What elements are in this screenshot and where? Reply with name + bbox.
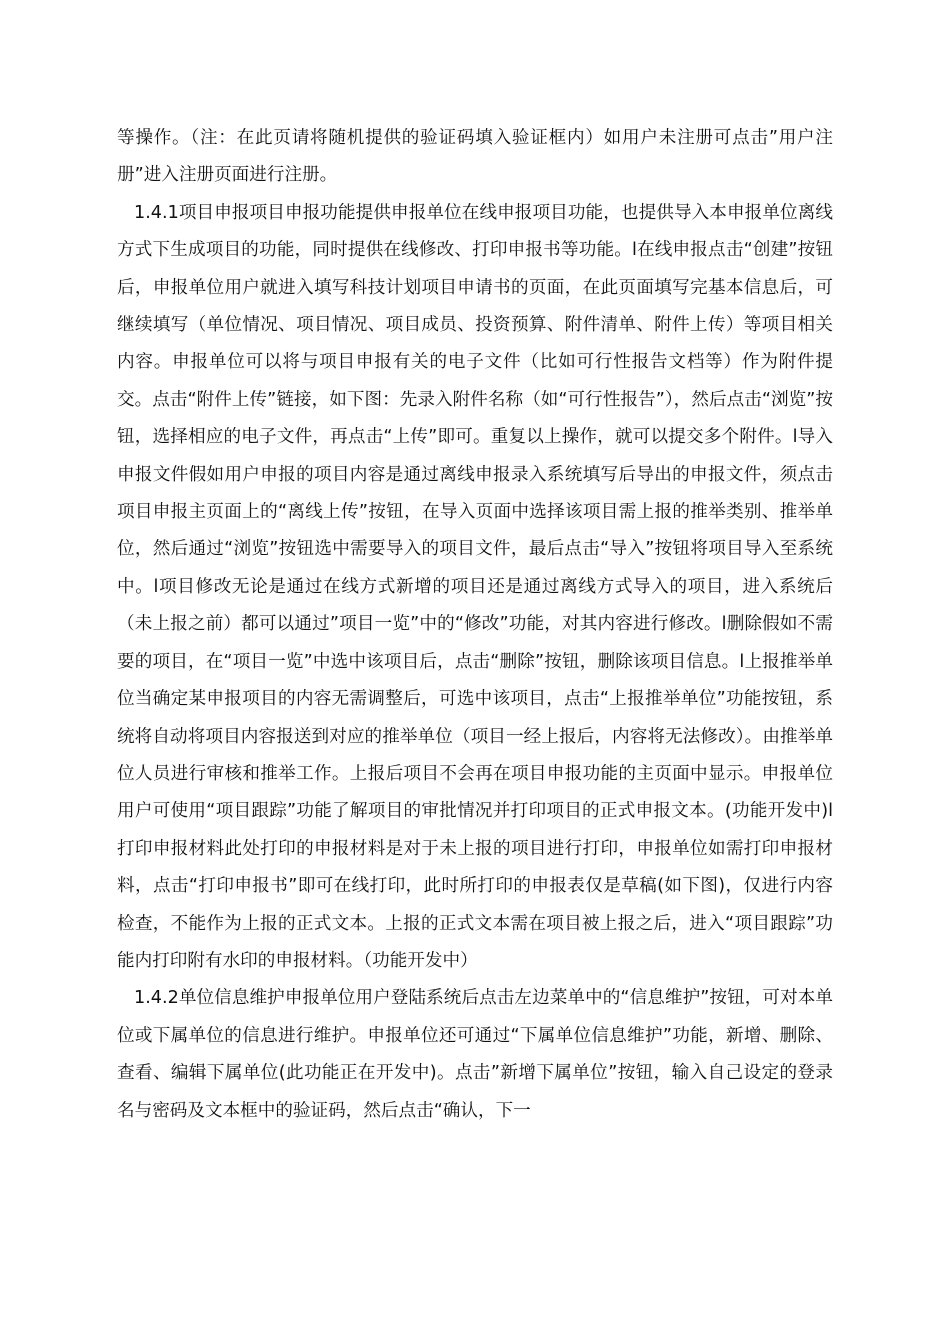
- paragraph-registration-note: 等操作。（注：在此页请将随机提供的验证码填入验证框内）如用户未注册可点击”用户注册”进入注册页面进行注册。: [117, 128, 833, 186]
- paragraph-project-declaration: 1.4.1项目申报项目申报功能提供申报单位在线申报项目功能，也提供导入本申报单位离线方式下生成项目的功能，同时提供在线修改、打印申报书等功能。l在线申报点击“创建”按钮后，申报单位用户就进入填写科技计划项目申请书的页面，在此页面填写完基本信息后，可继续填写（单位情况、项目情况、项目成员、投资预算、附件清单、附件上传）等项目相关内容。申报单位可以将与项目申报有关的电子文件（比如可行性报告文档等）作为附件提交。点击“附件上传”链接，如下图：先录入附件名称（如“可行性报告”），然后点击“浏览”按钮，选择相应的电子文件，再点击“上传”即可。重复以上操作，就可以提交多个附件。l导入申报文件假如用户申报的项目内容是通过离线申报录入系统填写后导出的申报文件，须点击项目申报主页面上的“离线上传”按钮，在导入页面中选择该项目需上报的推举类别、推举单位，然后通过“浏览”按钮选中需要导入的项目文件，最后点击“导入”按钮将项目导入至系统中。l项目修改无论是通过在线方式新增的项目还是通过离线方式导入的项目，进入系统后（未上报之前）都可以通过”项目一览”中的“修改”功能，对其内容进行修改。l删除假如不需要的项目，在“项目一览”中选中该项目后，点击“删除”按钮，删除该项目信息。l上报推举单位当确定某申报项目的内容无需调整后，可选中该项目，点击“上报推举单位”功能按钮，系统将自动将项目内容报送到对应的推举单位（项目一经上报后，内容将无法修改）。由推举单位人员进行审核和推举工作。上报后项目不会再在项目申报功能的主页面中显示。申报单位用户可使用“项目跟踪”功能了解项目的审批情况并打印项目的正式申报文本。(功能开发中)l打印申报材料此处打印的申报材料是对于未上报的项目进行打印，申报单位如需打印申报材料，点击“打印申报书”即可在线打印，此时所打印的申报表仅是草稿(如下图)，仅进行内容检查，不能作为上报的正式文本。上报的正式文本需在项目被上报之后，进入“项目跟踪”功能内打印附有水印的申报材料。（功能开发中）: [117, 202, 833, 971]
- document-body: [117, 120, 833, 1130]
- paragraph-unit-info-maintenance: 1.4.2单位信息维护申报单位用户登陆系统后点击左边菜单中的“信息维护”按钮，可对本单位或下属单位的信息进行维护。申报单位还可通过“下属单位信息维护”功能，新增、删除、查看、编辑下属单位(此功能正在开发中)。点击”新增下属单位”按钮，输入自己设定的登录名与密码及文本框中的验证码，然后点击“确认，下一: [117, 988, 833, 1121]
